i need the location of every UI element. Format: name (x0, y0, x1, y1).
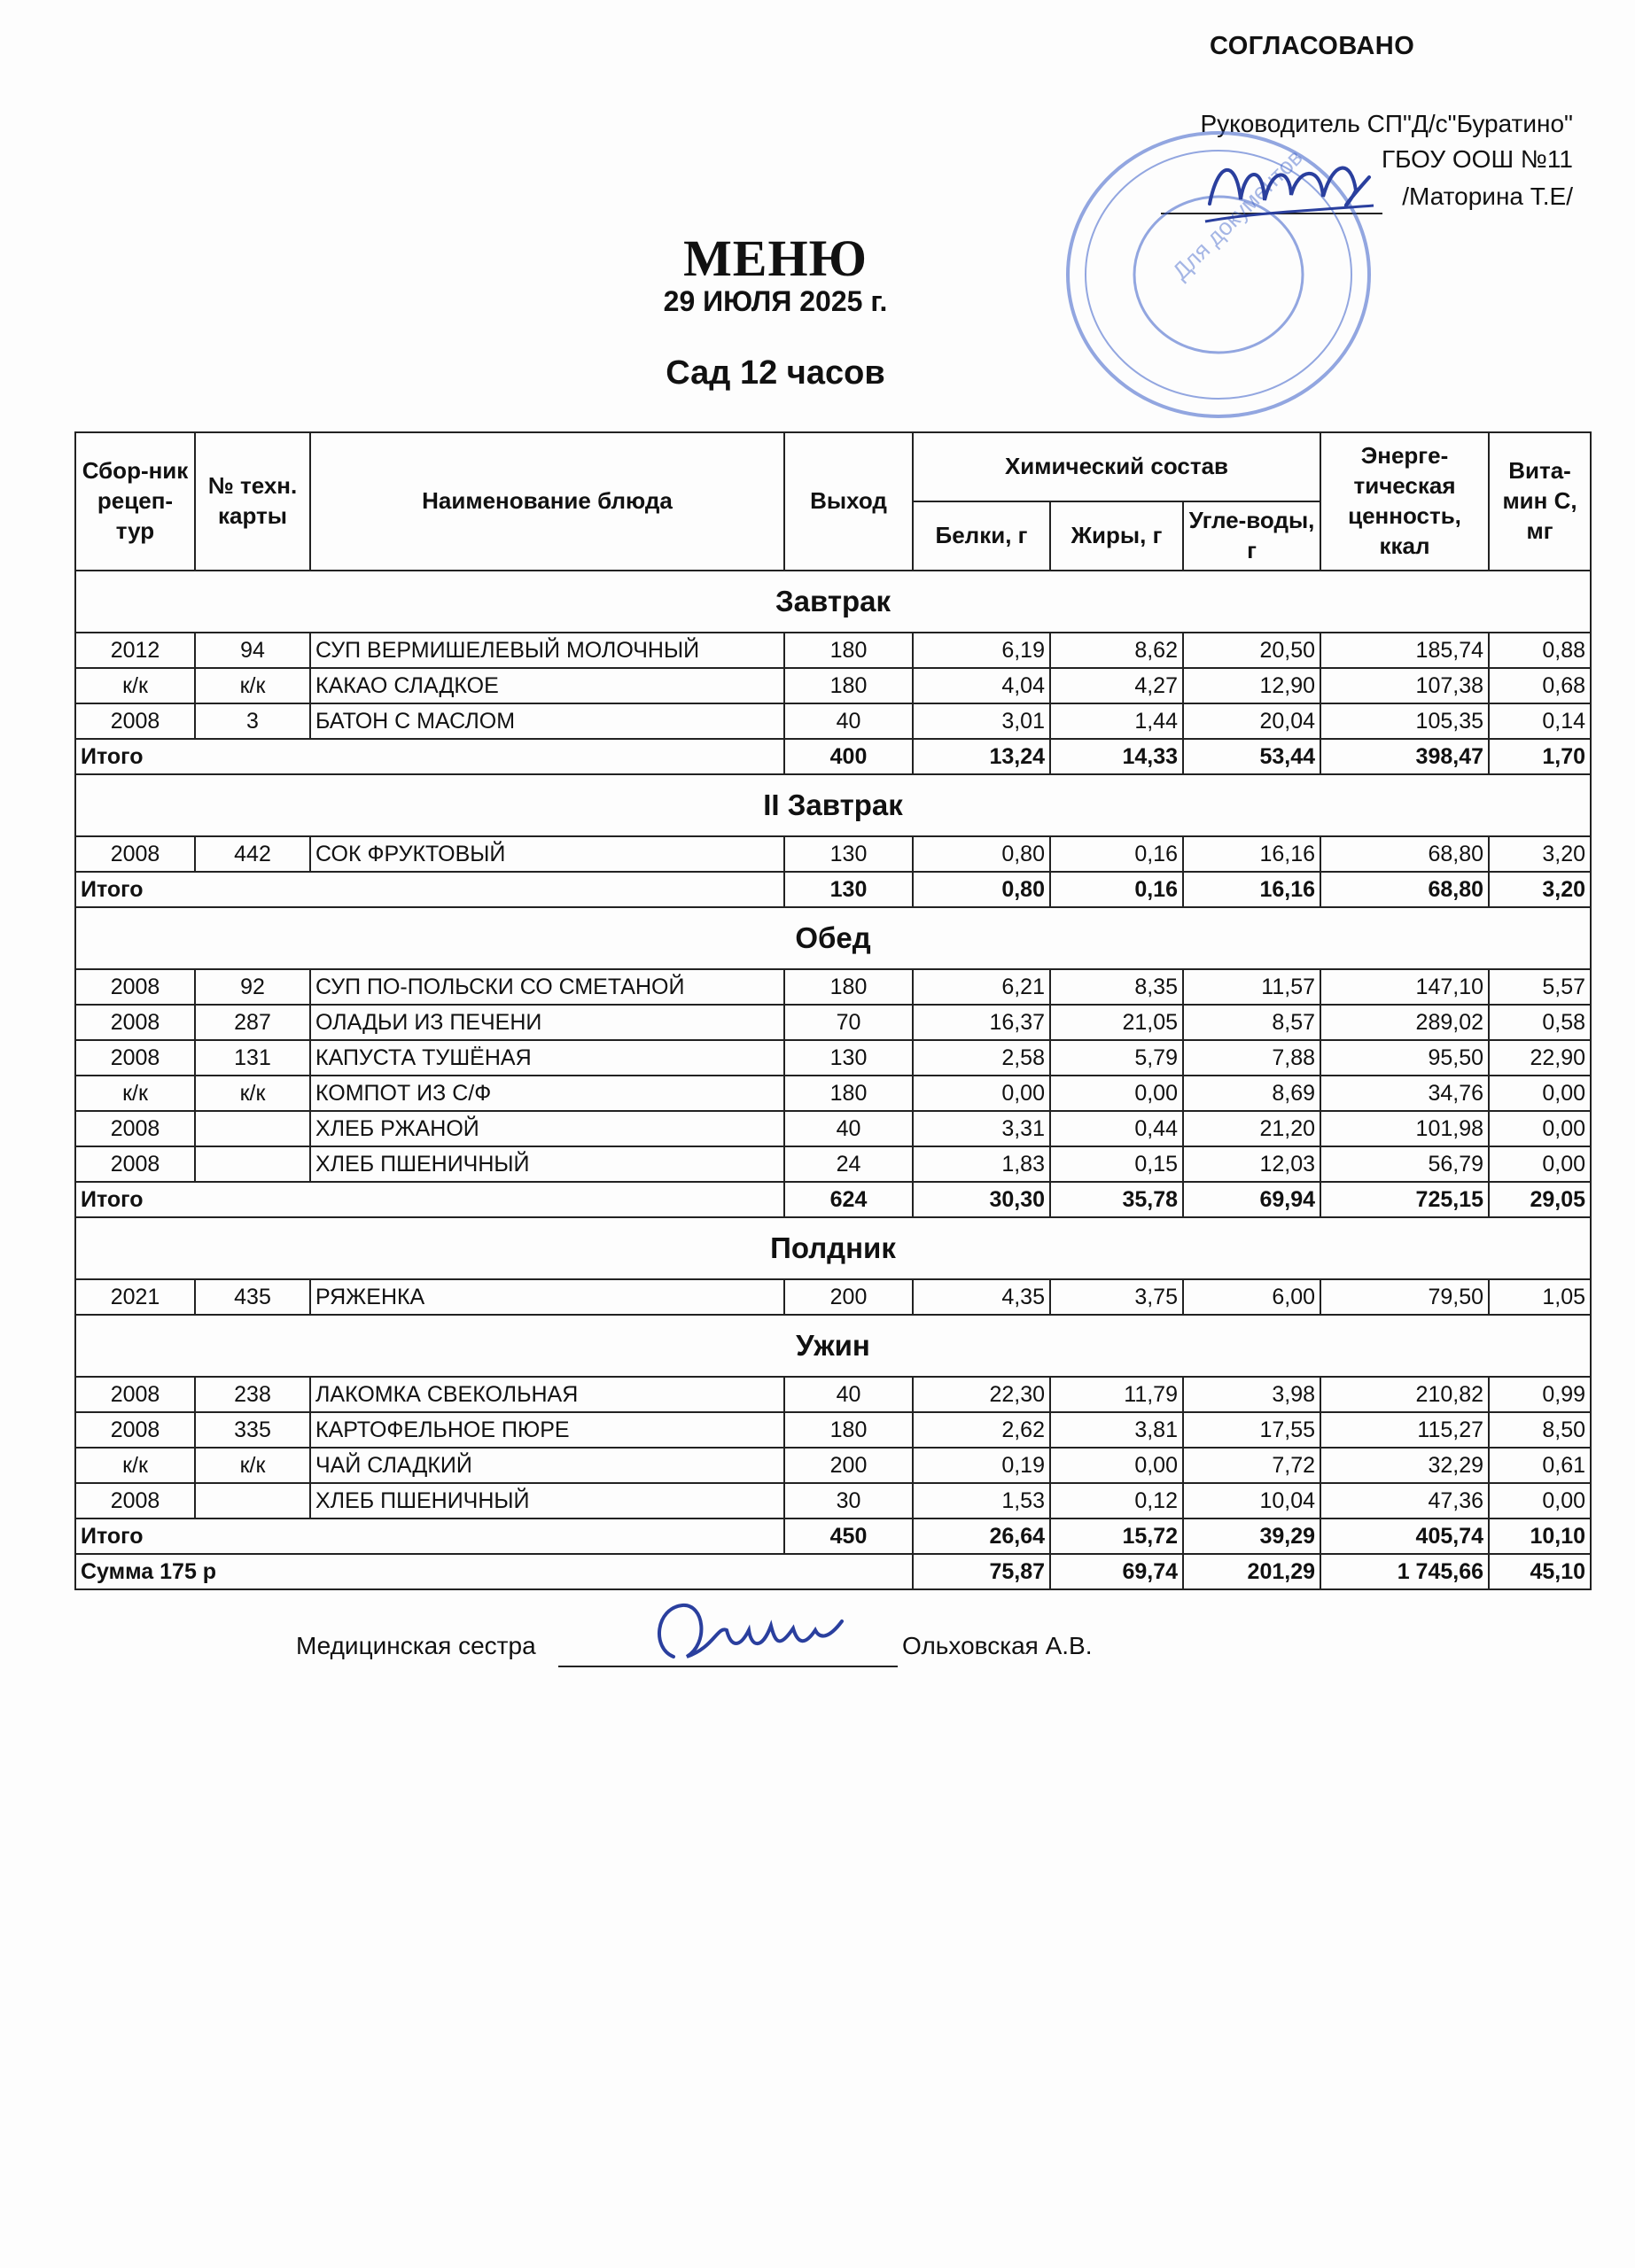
cell-output: 24 (784, 1146, 913, 1182)
total-row (75, 739, 1591, 774)
grand-total-protein: 75,87 (913, 1554, 1050, 1589)
cell-vitamin: 0,68 (1489, 668, 1591, 703)
approval-organization: ГБОУ ООШ №11 (1381, 145, 1573, 173)
col-header-protein: Белки, г (913, 501, 1050, 571)
cell-dish-name: ЛАКОМКА СВЕКОЛЬНАЯ (310, 1377, 784, 1412)
cell-output: 200 (784, 1448, 913, 1483)
grand-total-label: Сумма 175 р (75, 1554, 913, 1589)
cell-output: 70 (784, 1005, 913, 1040)
cell-protein: 16,37 (913, 1005, 1050, 1040)
cell-fat: 8,62 (1050, 633, 1183, 668)
total-protein: 0,80 (913, 872, 1050, 907)
cell-energy: 210,82 (1320, 1377, 1489, 1412)
cell-dish-name: ХЛЕБ ПШЕНИЧНЫЙ (310, 1483, 784, 1518)
cell-energy: 105,35 (1320, 703, 1489, 739)
cell-dish-name: ХЛЕБ РЖАНОЙ (310, 1111, 784, 1146)
cell-carbs: 3,98 (1183, 1377, 1320, 1412)
total-fat: 35,78 (1050, 1182, 1183, 1217)
col-header-tech-card: № техн. карты (195, 432, 310, 571)
cell-card: 131 (195, 1040, 310, 1076)
cell-protein: 0,80 (913, 836, 1050, 872)
cell-carbs: 8,69 (1183, 1076, 1320, 1111)
table-row (75, 1377, 1591, 1412)
cell-vitamin: 3,20 (1489, 836, 1591, 872)
cell-carbs: 8,57 (1183, 1005, 1320, 1040)
table-row (75, 1448, 1591, 1483)
cell-collection: 2008 (75, 1040, 195, 1076)
cell-fat: 3,75 (1050, 1279, 1183, 1315)
cell-carbs: 10,04 (1183, 1483, 1320, 1518)
cell-collection: к/к (75, 668, 195, 703)
table-row (75, 633, 1591, 668)
section-title: Полдник (75, 1217, 1591, 1279)
nurse-name: Ольховская А.В. (902, 1632, 1093, 1659)
director-signature (1201, 142, 1378, 239)
cell-carbs: 21,20 (1183, 1111, 1320, 1146)
cell-energy: 95,50 (1320, 1040, 1489, 1076)
table-row (75, 1005, 1591, 1040)
page-title: МЕНЮ (683, 229, 868, 287)
cell-carbs: 20,04 (1183, 703, 1320, 739)
cell-dish-name: КАПУСТА ТУШЁНАЯ (310, 1040, 784, 1076)
cell-fat: 0,00 (1050, 1448, 1183, 1483)
section-title: Обед (75, 907, 1591, 969)
cell-carbs: 11,57 (1183, 969, 1320, 1005)
total-energy: 405,74 (1320, 1518, 1489, 1554)
cell-protein: 2,58 (913, 1040, 1050, 1076)
cell-vitamin: 5,57 (1489, 969, 1591, 1005)
cell-collection: 2008 (75, 1412, 195, 1448)
nurse-label: Медицинская сестра (296, 1632, 536, 1659)
cell-dish-name: ХЛЕБ ПШЕНИЧНЫЙ (310, 1146, 784, 1182)
cell-energy: 107,38 (1320, 668, 1489, 703)
col-header-output: Выход (784, 432, 913, 571)
total-label: Итого (75, 1518, 784, 1554)
section-title: Завтрак (75, 571, 1591, 633)
total-protein: 30,30 (913, 1182, 1050, 1217)
cell-fat: 5,79 (1050, 1040, 1183, 1076)
total-label: Итого (75, 1182, 784, 1217)
cell-energy: 32,29 (1320, 1448, 1489, 1483)
cell-fat: 11,79 (1050, 1377, 1183, 1412)
table-row (75, 836, 1591, 872)
cell-collection: 2021 (75, 1279, 195, 1315)
cell-energy: 115,27 (1320, 1412, 1489, 1448)
cell-energy: 185,74 (1320, 633, 1489, 668)
total-row (75, 1182, 1591, 1217)
cell-collection: 2008 (75, 1111, 195, 1146)
col-header-carbs: Угле-воды, г (1183, 501, 1320, 571)
cell-vitamin: 0,61 (1489, 1448, 1591, 1483)
cell-dish-name: СОК ФРУКТОВЫЙ (310, 836, 784, 872)
cell-fat: 0,12 (1050, 1483, 1183, 1518)
cell-collection: к/к (75, 1448, 195, 1483)
cell-energy: 79,50 (1320, 1279, 1489, 1315)
total-row (75, 1518, 1591, 1554)
cell-output: 180 (784, 1412, 913, 1448)
cell-collection: 2008 (75, 1483, 195, 1518)
cell-energy: 34,76 (1320, 1076, 1489, 1111)
cell-card (195, 1111, 310, 1146)
grand-total-fat: 69,74 (1050, 1554, 1183, 1589)
col-header-fat: Жиры, г (1050, 501, 1183, 571)
table-row (75, 1483, 1591, 1518)
cell-dish-name: ЧАЙ СЛАДКИЙ (310, 1448, 784, 1483)
grand-total-energy: 1 745,66 (1320, 1554, 1489, 1589)
total-label: Итого (75, 872, 784, 907)
cell-protein: 4,35 (913, 1279, 1050, 1315)
cell-carbs: 7,88 (1183, 1040, 1320, 1076)
total-output: 624 (784, 1182, 913, 1217)
grand-total-vitamin: 45,10 (1489, 1554, 1591, 1589)
cell-output: 180 (784, 633, 913, 668)
cell-fat: 8,35 (1050, 969, 1183, 1005)
cell-vitamin: 0,14 (1489, 703, 1591, 739)
table-row (75, 1111, 1591, 1146)
total-fat: 14,33 (1050, 739, 1183, 774)
cell-card: 94 (195, 633, 310, 668)
cell-protein: 1,83 (913, 1146, 1050, 1182)
cell-dish-name: КАРТОФЕЛЬНОЕ ПЮРЕ (310, 1412, 784, 1448)
cell-carbs: 12,90 (1183, 668, 1320, 703)
cell-output: 200 (784, 1279, 913, 1315)
cell-energy: 289,02 (1320, 1005, 1489, 1040)
total-vitamin: 3,20 (1489, 872, 1591, 907)
col-header-collection: Сбор-ник рецеп-тур (75, 432, 195, 571)
cell-card (195, 1483, 310, 1518)
stamp-text: Для документов (1166, 144, 1308, 285)
total-output: 130 (784, 872, 913, 907)
cell-dish-name: БАТОН С МАСЛОМ (310, 703, 784, 739)
total-carbs: 53,44 (1183, 739, 1320, 774)
table-row (75, 703, 1591, 739)
cell-dish-name: СУП ВЕРМИШЕЛЕВЫЙ МОЛОЧНЫЙ (310, 633, 784, 668)
total-label: Итого (75, 739, 784, 774)
cell-carbs: 6,00 (1183, 1279, 1320, 1315)
cell-protein: 22,30 (913, 1377, 1050, 1412)
cell-output: 30 (784, 1483, 913, 1518)
cell-card: 335 (195, 1412, 310, 1448)
total-output: 450 (784, 1518, 913, 1554)
cell-card: 92 (195, 969, 310, 1005)
cell-energy: 101,98 (1320, 1111, 1489, 1146)
cell-collection: 2008 (75, 703, 195, 739)
cell-fat: 21,05 (1050, 1005, 1183, 1040)
table-row (75, 668, 1591, 703)
total-vitamin: 1,70 (1489, 739, 1591, 774)
col-header-energy: Энерге-тическая ценность, ккал (1320, 432, 1489, 571)
total-carbs: 39,29 (1183, 1518, 1320, 1554)
section-title: II Завтрак (75, 774, 1591, 836)
cell-card (195, 1146, 310, 1182)
total-row (75, 872, 1591, 907)
cell-protein: 0,19 (913, 1448, 1050, 1483)
cell-vitamin: 0,00 (1489, 1146, 1591, 1182)
cell-energy: 147,10 (1320, 969, 1489, 1005)
total-carbs: 16,16 (1183, 872, 1320, 907)
table-row (75, 1412, 1591, 1448)
total-protein: 13,24 (913, 739, 1050, 774)
cell-energy: 56,79 (1320, 1146, 1489, 1182)
cell-card: 442 (195, 836, 310, 872)
cell-output: 130 (784, 836, 913, 872)
cell-card: к/к (195, 668, 310, 703)
cell-card: к/к (195, 1448, 310, 1483)
cell-protein: 2,62 (913, 1412, 1050, 1448)
approval-position: Руководитель СП"Д/с"Буратино" (1200, 110, 1573, 137)
cell-card: 238 (195, 1377, 310, 1412)
col-header-chem: Химический состав (913, 432, 1320, 501)
total-fat: 15,72 (1050, 1518, 1183, 1554)
cell-fat: 1,44 (1050, 703, 1183, 739)
cell-output: 40 (784, 703, 913, 739)
cell-protein: 3,01 (913, 703, 1050, 739)
cell-output: 40 (784, 1377, 913, 1412)
cell-vitamin: 1,05 (1489, 1279, 1591, 1315)
total-carbs: 69,94 (1183, 1182, 1320, 1217)
col-header-dish-name: Наименование блюда (310, 432, 784, 571)
cell-dish-name: ОЛАДЬИ ИЗ ПЕЧЕНИ (310, 1005, 784, 1040)
table-row (75, 969, 1591, 1005)
total-vitamin: 10,10 (1489, 1518, 1591, 1554)
cell-carbs: 12,03 (1183, 1146, 1320, 1182)
col-header-vitamin: Вита-мин С, мг (1489, 432, 1591, 571)
cell-protein: 1,53 (913, 1483, 1050, 1518)
cell-output: 40 (784, 1111, 913, 1146)
cell-collection: 2012 (75, 633, 195, 668)
cell-output: 130 (784, 1040, 913, 1076)
cell-vitamin: 22,90 (1489, 1040, 1591, 1076)
cell-fat: 0,15 (1050, 1146, 1183, 1182)
cell-carbs: 7,72 (1183, 1448, 1320, 1483)
table-row (75, 1279, 1591, 1315)
cell-dish-name: РЯЖЕНКА (310, 1279, 784, 1315)
table-row (75, 1146, 1591, 1182)
cell-collection: 2008 (75, 836, 195, 872)
cell-vitamin: 0,99 (1489, 1377, 1591, 1412)
table-row (75, 1076, 1591, 1111)
total-energy: 68,80 (1320, 872, 1489, 907)
cell-vitamin: 0,58 (1489, 1005, 1591, 1040)
cell-vitamin: 0,00 (1489, 1483, 1591, 1518)
cell-energy: 47,36 (1320, 1483, 1489, 1518)
section-title: Ужин (75, 1315, 1591, 1377)
total-energy: 725,15 (1320, 1182, 1489, 1217)
approval-title: СОГЛАСОВАНО (1210, 32, 1415, 60)
cell-card: 435 (195, 1279, 310, 1315)
menu-table (74, 431, 1592, 1590)
cell-vitamin: 8,50 (1489, 1412, 1591, 1448)
cell-carbs: 17,55 (1183, 1412, 1320, 1448)
cell-protein: 6,19 (913, 633, 1050, 668)
total-vitamin: 29,05 (1489, 1182, 1591, 1217)
cell-fat: 0,00 (1050, 1076, 1183, 1111)
nurse-signature (647, 1595, 851, 1674)
cell-collection: 2008 (75, 1005, 195, 1040)
cell-output: 180 (784, 1076, 913, 1111)
total-output: 400 (784, 739, 913, 774)
cell-carbs: 20,50 (1183, 633, 1320, 668)
cell-card: 3 (195, 703, 310, 739)
cell-output: 180 (784, 969, 913, 1005)
cell-protein: 6,21 (913, 969, 1050, 1005)
cell-protein: 3,31 (913, 1111, 1050, 1146)
cell-vitamin: 0,00 (1489, 1076, 1591, 1111)
cell-carbs: 16,16 (1183, 836, 1320, 872)
cell-fat: 3,81 (1050, 1412, 1183, 1448)
approval-signer: /Маторина Т.Е/ (1402, 183, 1573, 210)
cell-energy: 68,80 (1320, 836, 1489, 872)
cell-fat: 0,44 (1050, 1111, 1183, 1146)
cell-vitamin: 0,00 (1489, 1111, 1591, 1146)
page-group: Сад 12 часов (666, 354, 885, 392)
cell-output: 180 (784, 668, 913, 703)
cell-vitamin: 0,88 (1489, 633, 1591, 668)
total-protein: 26,64 (913, 1518, 1050, 1554)
cell-fat: 0,16 (1050, 836, 1183, 872)
cell-collection: 2008 (75, 1146, 195, 1182)
total-energy: 398,47 (1320, 739, 1489, 774)
cell-collection: к/к (75, 1076, 195, 1111)
cell-dish-name: СУП ПО-ПОЛЬСКИ СО СМЕТАНОЙ (310, 969, 784, 1005)
cell-card: 287 (195, 1005, 310, 1040)
total-fat: 0,16 (1050, 872, 1183, 907)
grand-total-row (75, 1554, 1591, 1589)
table-row (75, 1040, 1591, 1076)
cell-collection: 2008 (75, 1377, 195, 1412)
cell-collection: 2008 (75, 969, 195, 1005)
cell-dish-name: КОМПОТ ИЗ С/Ф (310, 1076, 784, 1111)
grand-total-carbs: 201,29 (1183, 1554, 1320, 1589)
cell-protein: 0,00 (913, 1076, 1050, 1111)
cell-dish-name: КАКАО СЛАДКОЕ (310, 668, 784, 703)
cell-protein: 4,04 (913, 668, 1050, 703)
page-date: 29 ИЮЛЯ 2025 г. (663, 285, 888, 317)
cell-card: к/к (195, 1076, 310, 1111)
cell-fat: 4,27 (1050, 668, 1183, 703)
